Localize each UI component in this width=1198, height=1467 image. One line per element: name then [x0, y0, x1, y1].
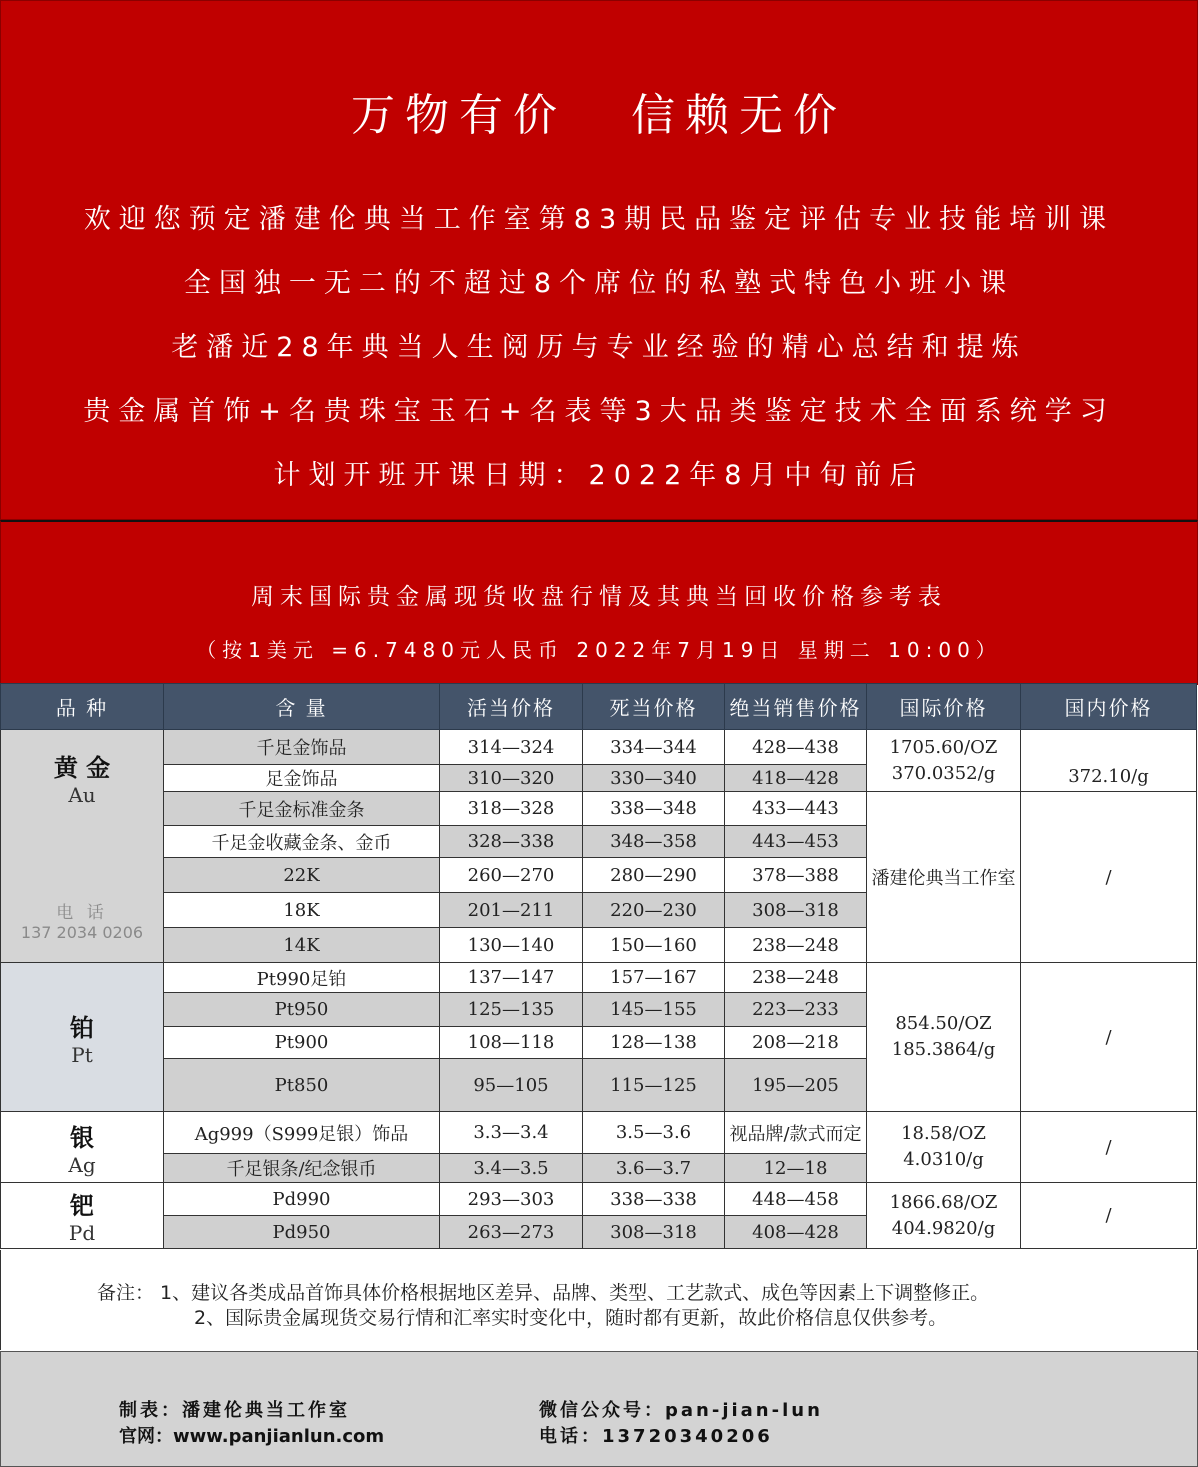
cell-live: 314—324	[440, 730, 583, 765]
cell-sale: 428—438	[725, 730, 867, 765]
cell-live: 95—105	[440, 1059, 583, 1112]
cell-dead: 334—344	[583, 730, 725, 765]
cell-live: 260—270	[440, 858, 583, 893]
cell-domestic-gold-other: /	[1021, 792, 1197, 963]
phone-number: 137 2034 0206	[20, 923, 144, 942]
footer-phone: 电话：13720340206	[539, 1426, 773, 1447]
banner-line-small-class: 全国独一无二的不超过8个席位的私塾式特色小班小课	[183, 268, 1015, 299]
category-palladium	[1, 1183, 164, 1249]
cell-purity: 22K	[164, 858, 440, 893]
promo-banner	[0, 0, 1198, 520]
cell-domestic-platinum: /	[1021, 963, 1197, 1112]
table-row	[1, 963, 1197, 993]
intl-price-oz: 854.50/OZ	[895, 1013, 992, 1034]
category-platinum	[1, 963, 164, 1112]
col-header-forfeit-sale: 绝当销售价格	[725, 684, 867, 730]
footer	[0, 1351, 1198, 1467]
table-header-row	[1, 684, 1197, 730]
cell-sale: 443—453	[725, 826, 867, 858]
cell-purity: Pt900	[164, 1027, 440, 1059]
cell-live: 318—328	[440, 792, 583, 826]
cell-sale: 12—18	[725, 1154, 867, 1183]
cell-live: 130—140	[440, 928, 583, 963]
cell-live: 293—303	[440, 1183, 583, 1216]
cell-dead: 348—358	[583, 826, 725, 858]
banner-line-categories: 贵金属首饰+名贵珠宝玉石+名表等3大品类鉴定技术全面系统学习	[83, 396, 1115, 427]
cell-dead: 3.5—3.6	[583, 1112, 725, 1154]
cell-domestic-gold: 372.10/g	[1021, 730, 1197, 792]
footer-wechat: 微信公众号：pan-jian-lun	[539, 1400, 823, 1421]
cell-dead: 338—348	[583, 792, 725, 826]
cell-dead: 338—338	[583, 1183, 725, 1216]
cell-dead: 280—290	[583, 858, 725, 893]
cell-intl-platinum	[867, 963, 1021, 1112]
table-header-banner	[0, 520, 1198, 685]
cell-live: 108—118	[440, 1027, 583, 1059]
cell-domestic-palladium: /	[1021, 1183, 1197, 1249]
cell-dead: 220—230	[583, 893, 725, 928]
col-header-purity: 含 量	[164, 684, 440, 730]
category-symbol: Pd	[68, 1221, 96, 1245]
phone-label: 电 话	[56, 903, 108, 923]
cell-live: 263—273	[440, 1216, 583, 1249]
cell-purity: Pt850	[164, 1059, 440, 1112]
category-name: 钯	[70, 1192, 94, 1220]
cell-sale: 208—218	[725, 1027, 867, 1059]
cell-sale: 408—428	[725, 1216, 867, 1249]
banner-line-experience: 老潘近28年典当人生阅历与专业经验的精心总结和提炼	[171, 332, 1027, 363]
footer-website[interactable]: 官网：www.panjianlun.com	[119, 1426, 385, 1447]
cell-sale: 448—458	[725, 1183, 867, 1216]
exchange-rate-line: （按1美元 =6.7480元人民币 2022年7月19日 星期二 10:00）	[196, 638, 1002, 662]
cell-live: 201—211	[440, 893, 583, 928]
intl-price-oz: 18.58/OZ	[901, 1123, 986, 1144]
cell-dead: 145—155	[583, 993, 725, 1027]
category-symbol: Au	[68, 783, 96, 807]
cell-sale: 223—233	[725, 993, 867, 1027]
cell-dead: 115—125	[583, 1059, 725, 1112]
cell-sale: 238—248	[725, 963, 867, 993]
col-header-dead-pawn: 死当价格	[583, 684, 725, 730]
notes-section	[0, 1250, 1198, 1350]
col-header-domestic-price: 国内价格	[1021, 684, 1197, 730]
col-header-intl-price: 国际价格	[867, 684, 1021, 730]
cell-dead: 3.6—3.7	[583, 1154, 725, 1183]
note-line-1: 备注： 1、建议各类成品首饰具体价格根据地区差异、品牌、类型、工艺款式、成色等因素上下调整修正。	[97, 1282, 990, 1304]
col-header-live-pawn: 活当价格	[440, 684, 583, 730]
cell-domestic-silver: /	[1021, 1112, 1197, 1183]
cell-live: 310—320	[440, 765, 583, 792]
phone-watermark	[1, 898, 163, 942]
cell-purity: 足金饰品	[164, 765, 440, 792]
intl-price-oz: 1866.68/OZ	[889, 1191, 998, 1213]
cell-live: 137—147	[440, 963, 583, 993]
banner-line-course: 欢迎您预定潘建伦典当工作室第83期民品鉴定评估专业技能培训课	[83, 204, 1115, 235]
cell-purity: 14K	[164, 928, 440, 963]
intl-price-oz: 1705.60/OZ	[889, 736, 998, 758]
cell-sale: 238—248	[725, 928, 867, 963]
cell-sale: 308—318	[725, 893, 867, 928]
cell-dead: 157—167	[583, 963, 725, 993]
cell-live: 3.3—3.4	[440, 1112, 583, 1154]
col-header-category: 品 种	[1, 684, 164, 730]
category-gold	[1, 730, 164, 963]
banner-slogan: 万物有价 信赖无价	[351, 90, 847, 141]
cell-purity: 千足金收藏金条、金币	[164, 826, 440, 858]
cell-intl-palladium	[867, 1183, 1021, 1249]
cell-dead: 150—160	[583, 928, 725, 963]
cell-purity: Pd990	[164, 1183, 440, 1216]
table-row	[1, 730, 1197, 765]
category-silver	[1, 1112, 164, 1183]
cell-sale: 195—205	[725, 1059, 867, 1112]
cell-sale: 433—443	[725, 792, 867, 826]
cell-intl-gold	[867, 730, 1021, 792]
cell-dead: 330—340	[583, 765, 725, 792]
intl-price-g: 185.3864/g	[891, 1039, 996, 1060]
category-name: 银	[70, 1123, 94, 1152]
intl-price-g: 4.0310/g	[903, 1149, 984, 1170]
cell-purity: Pt990足铂	[164, 963, 440, 993]
note-line-2: 2、国际贵金属现货交易行情和汇率实时变化中，随时都有更新，故此价格信息仅供参考。	[194, 1307, 948, 1329]
table-title: 周末国际贵金属现货收盘行情及其典当回收价格参考表	[251, 584, 947, 610]
category-symbol: Ag	[68, 1152, 96, 1177]
cell-purity: 18K	[164, 893, 440, 928]
price-table	[0, 683, 1197, 1249]
cell-sale: 378—388	[725, 858, 867, 893]
cell-intl-silver	[867, 1112, 1021, 1183]
cell-purity: Ag999（S999足银）饰品	[164, 1112, 440, 1154]
intl-price-g: 370.0352/g	[891, 762, 996, 784]
cell-live: 125—135	[440, 993, 583, 1027]
category-symbol: Pt	[71, 1042, 93, 1067]
cell-sale: 视品牌/款式而定	[725, 1112, 867, 1154]
cell-sale: 418—428	[725, 765, 867, 792]
intl-price-g: 404.9820/g	[891, 1217, 996, 1239]
cell-live: 328—338	[440, 826, 583, 858]
category-name: 铂	[70, 1013, 94, 1042]
banner-line-date: 计划开班开课日期：2022年8月中旬前后	[273, 460, 925, 491]
cell-dead: 308—318	[583, 1216, 725, 1249]
cell-purity: 千足金饰品	[164, 730, 440, 765]
table-row	[1, 1112, 1197, 1154]
cell-purity: Pd950	[164, 1216, 440, 1249]
footer-maker: 制表：潘建伦典当工作室	[119, 1400, 350, 1421]
cell-live: 3.4—3.5	[440, 1154, 583, 1183]
table-row	[1, 792, 1197, 826]
cell-purity: 千足金标准金条	[164, 792, 440, 826]
table-row	[1, 1183, 1197, 1216]
cell-purity: 千足银条/纪念银币	[164, 1154, 440, 1183]
cell-watermark: 潘建伦典当工作室	[867, 792, 1021, 963]
cell-dead: 128—138	[583, 1027, 725, 1059]
cell-purity: Pt950	[164, 993, 440, 1027]
category-name: 黄 金	[53, 754, 111, 782]
